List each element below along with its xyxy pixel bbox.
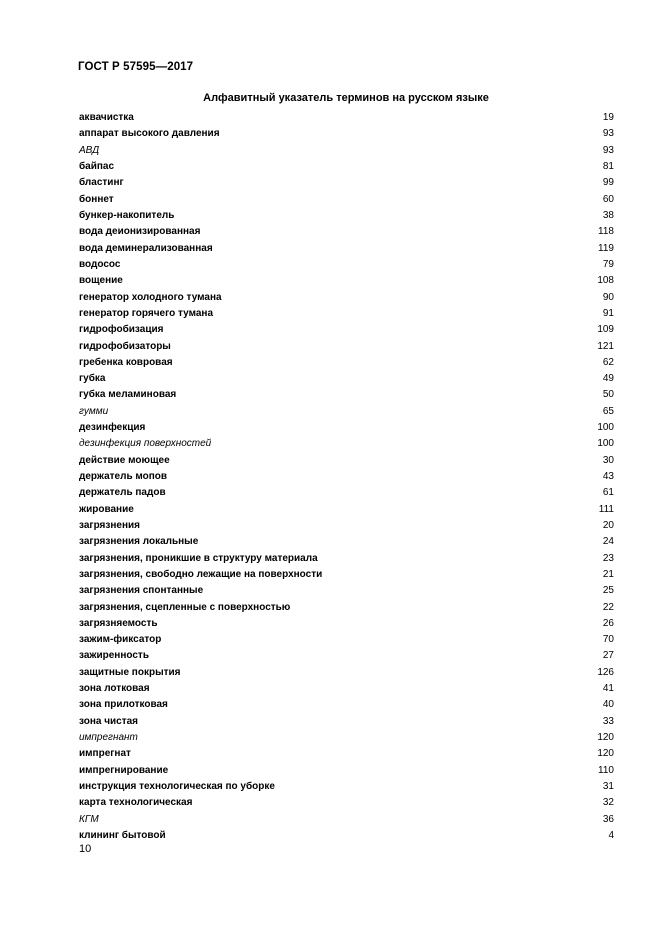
index-entry — [79, 518, 614, 534]
index-entry — [79, 730, 614, 746]
index-term: загрязнения спонтанные — [79, 585, 204, 597]
index-entry — [79, 404, 614, 420]
index-page-number: 4 — [608, 829, 614, 841]
index-entry — [79, 469, 614, 485]
index-term: держатель мопов — [79, 471, 168, 483]
index-term: АВД — [79, 144, 100, 156]
index-entry — [79, 143, 614, 159]
index-term: дезинфекция — [79, 422, 146, 434]
index-entry — [79, 159, 614, 175]
index-term: зона прилотковая — [79, 699, 168, 711]
index-page-number: 108 — [597, 275, 614, 287]
index-term: импрегнат — [79, 748, 131, 760]
index-page-number: 100 — [597, 422, 614, 434]
index-page-number: 24 — [602, 536, 614, 548]
index-term: аппарат высокого давления — [79, 128, 220, 140]
index-page-number: 31 — [602, 780, 614, 792]
index-page-number: 70 — [602, 634, 614, 646]
index-term: вода деминерализованная — [79, 242, 213, 254]
index-term: боннет — [79, 193, 114, 205]
index-term: загрязнения — [79, 519, 140, 531]
index-entry — [79, 338, 614, 354]
index-entry — [79, 811, 614, 827]
index-entry — [79, 436, 614, 452]
index-page-number: 100 — [597, 438, 614, 450]
index-entry — [79, 616, 614, 632]
index-entry — [79, 241, 614, 257]
index-term: губка меламиновая — [79, 389, 177, 401]
index-entry — [79, 746, 614, 762]
index-page-number: 109 — [597, 324, 614, 336]
index-page-number: 61 — [602, 487, 614, 499]
index-term: защитные покрытия — [79, 666, 181, 678]
index-entry — [79, 714, 614, 730]
index-term: бункер-накопитель — [79, 210, 175, 222]
index-term: зона чистая — [79, 715, 139, 727]
index-entry — [79, 828, 614, 844]
index-entry — [79, 648, 614, 664]
index-page-number: 27 — [602, 650, 614, 662]
index-term: жирование — [79, 503, 134, 515]
index-entry — [79, 550, 614, 566]
index-page-number: 30 — [602, 454, 614, 466]
index-entry — [79, 795, 614, 811]
index-page-number: 99 — [602, 177, 614, 189]
index-entry — [79, 665, 614, 681]
index-term: импрегнант — [79, 732, 138, 744]
index-term: вода деионизированная — [79, 226, 201, 238]
index-term: гидрофобизация — [79, 324, 164, 336]
index-term: байпас — [79, 161, 115, 173]
index-page-number: 19 — [602, 112, 614, 124]
index-title: Алфавитный указатель терминов на русском языке — [203, 92, 489, 104]
index-term: водосос — [79, 258, 121, 270]
index-term: генератор горячего тумана — [79, 307, 214, 319]
index-term: зона лотковая — [79, 683, 150, 695]
index-entry — [79, 485, 614, 501]
index-term: импрегнирование — [79, 764, 169, 776]
index-term: вощение — [79, 275, 123, 287]
index-term: гумми — [79, 405, 109, 417]
index-page-number: 20 — [602, 519, 614, 531]
index-page-number: 21 — [602, 568, 614, 580]
index-page-number: 65 — [602, 405, 614, 417]
index-page-number: 26 — [602, 617, 614, 629]
index-page-number: 49 — [602, 373, 614, 385]
index-term: гребенка ковровая — [79, 356, 173, 368]
index-entry — [79, 534, 614, 550]
index-entry — [79, 567, 614, 583]
index-page-number: 38 — [602, 210, 614, 222]
index-page-number: 120 — [597, 732, 614, 744]
index-page-number: 111 — [598, 503, 614, 515]
index-term: губка — [79, 373, 106, 385]
index-term: держатель падов — [79, 487, 166, 499]
index-term: зажиренность — [79, 650, 149, 662]
index-page-number: 22 — [602, 601, 614, 613]
index-page-number: 60 — [602, 193, 614, 205]
index-term: генератор холодного тумана — [79, 291, 222, 303]
index-term: действие моющее — [79, 454, 170, 466]
index-entry — [79, 599, 614, 615]
index-entry — [79, 632, 614, 648]
index-entry — [79, 697, 614, 713]
index-term: инструкция технологическая по уборке — [79, 780, 275, 792]
index-term: загрязняемость — [79, 617, 158, 629]
index-page-number: 91 — [602, 307, 614, 319]
index-term: клининг бытовой — [79, 829, 166, 841]
index-term: загрязнения, сцепленные с поверхностью — [79, 601, 291, 613]
index-entry — [79, 371, 614, 387]
index-entry — [79, 175, 614, 191]
index-entry — [79, 289, 614, 305]
index-entry — [79, 273, 614, 289]
index-page-number: 36 — [602, 813, 614, 825]
index-page-number: 43 — [602, 471, 614, 483]
index-page-number: 79 — [602, 258, 614, 270]
index-term: карта технологическая — [79, 797, 193, 809]
index-entry — [79, 224, 614, 240]
index-page-number: 110 — [598, 764, 614, 776]
term-index-list — [79, 110, 614, 844]
index-page-number: 62 — [602, 356, 614, 368]
index-page-number: 93 — [602, 144, 614, 156]
index-entry — [79, 681, 614, 697]
index-page-number: 40 — [602, 699, 614, 711]
index-page-number: 93 — [602, 128, 614, 140]
index-term: бластинг — [79, 177, 124, 189]
index-page-number: 118 — [598, 226, 614, 238]
index-term: загрязнения, проникшие в структуру материала — [79, 552, 318, 564]
index-page-number: 119 — [598, 242, 614, 254]
index-entry — [79, 420, 614, 436]
document-header: ГОСТ Р 57595—2017 — [78, 61, 194, 73]
index-page-number: 25 — [602, 585, 614, 597]
index-term: зажим-фиксатор — [79, 634, 162, 646]
index-page-number: 32 — [602, 797, 614, 809]
index-page-number: 33 — [602, 715, 614, 727]
index-page-number: 50 — [602, 389, 614, 401]
index-entry — [79, 208, 614, 224]
page-number: 10 — [79, 843, 92, 855]
index-term: КГМ — [79, 813, 99, 825]
index-entry — [79, 126, 614, 142]
index-page-number: 41 — [602, 683, 614, 695]
index-page-number: 126 — [597, 666, 614, 678]
index-term: гидрофобизаторы — [79, 340, 171, 352]
index-entry — [79, 355, 614, 371]
index-entry — [79, 192, 614, 208]
index-entry — [79, 110, 614, 126]
index-entry — [79, 453, 614, 469]
index-term: загрязнения, свободно лежащие на поверхности — [79, 568, 323, 580]
index-entry — [79, 306, 614, 322]
index-entry — [79, 257, 614, 273]
index-term: дезинфекция поверхностей — [79, 438, 212, 450]
index-page-number: 81 — [602, 161, 614, 173]
index-entry — [79, 763, 614, 779]
index-page-number: 90 — [602, 291, 614, 303]
index-page-number: 120 — [597, 748, 614, 760]
index-entry — [79, 502, 614, 518]
index-page-number: 23 — [602, 552, 614, 564]
index-entry — [79, 322, 614, 338]
index-term: загрязнения локальные — [79, 536, 199, 548]
index-term: аквачистка — [79, 112, 134, 124]
index-entry — [79, 583, 614, 599]
index-entry — [79, 779, 614, 795]
index-entry — [79, 387, 614, 403]
index-page-number: 121 — [597, 340, 614, 352]
